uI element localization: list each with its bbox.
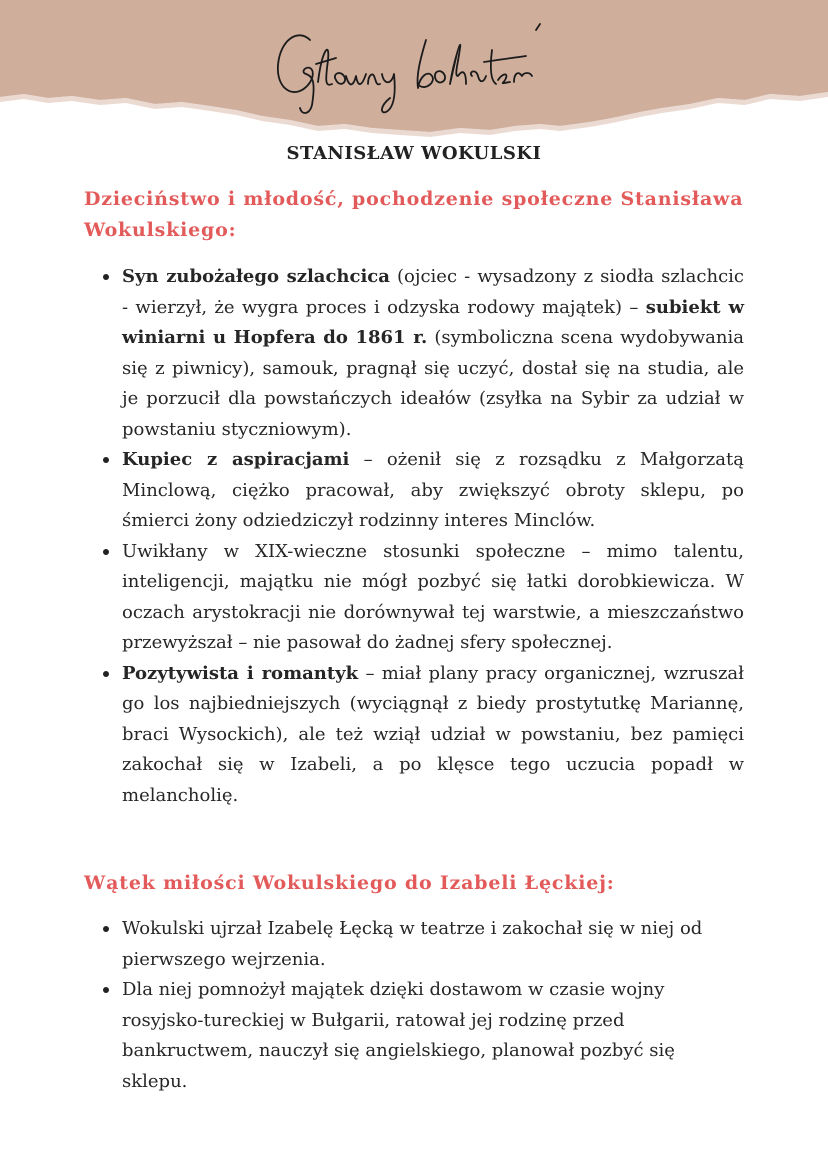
item-text: – ożenił się z rozsądku z Małgorzatą Minclową, ciężko pracował, aby zwiększyć obroty sklepu, po śmierci żony odziedziczył rodzinny interes Minclów. xyxy=(122,449,744,531)
item-line: rosyjsko-tureckiej w Bułgarii, ratował jej rodzinę przed xyxy=(122,1009,625,1031)
page-heading: STANISŁAW WOKULSKI xyxy=(286,143,542,164)
section-title-childhood xyxy=(84,184,744,246)
list-item xyxy=(84,537,744,659)
script-title-graphic xyxy=(240,10,580,120)
bold-text: Syn zubożałego szlachcica xyxy=(122,266,390,287)
list-item xyxy=(84,659,744,812)
item-text: Uwikłany w XIX-wieczne stosunki społeczne – mimo talentu, inteligencji, majątku nie mógł pozbyć się łatki dorobkiewicza. W oczach arystokracji nie dorównywał tej warstwie, a mieszczaństwo przewyższał – nie pasował do żadnej sfery społecznej. xyxy=(122,540,744,653)
section-title-line: Dzieciństwo i młodość, pochodzenie społeczne Stanisława xyxy=(84,188,744,210)
item-text: – miał plany pracy organicznej, wzruszał go los najbiedniejszych (wyciągnął z biedy prostytutkę Mariannę, braci Wysockich), ale też wziął udział w powstaniu, bez pamięci zakochał się w Izabeli, a po klęsce tego uczucia popadł w melancholię. xyxy=(122,662,744,806)
item-line: Dla niej pomnożył majątek dzięki dostawom w czasie wojny xyxy=(122,979,665,1000)
item-text: (ojciec - wysadzony z siodła szlachcic - wierzył, że wygra proces i odzyska rodowy majątek) – xyxy=(122,266,744,318)
childhood-list xyxy=(84,262,744,811)
list-item xyxy=(84,262,744,445)
section-title-love: Wątek miłości Wokulskiego do Izabeli Łęckiej: xyxy=(84,872,615,894)
love-list xyxy=(84,914,744,1097)
list-item xyxy=(84,445,744,537)
item-line: sklepu. xyxy=(122,1070,188,1092)
item-line: Wokulski ujrzał Izabelę Łęcką w teatrze i zakochał się w niej od xyxy=(122,918,703,939)
bold-text: Pozytywista i romantyk xyxy=(122,662,359,684)
item-text: (symboliczna scena wydobywania się z piwnicy), samouk, pragnął się uczyć, dostał się na studia, ale je porzucił dla powstańczych ideałów (zsyłka na Sybir za udział w powstaniu styczniowym). xyxy=(122,327,744,440)
item-line: pierwszego wejrzenia. xyxy=(122,948,326,970)
section-title-line: Wokulskiego: xyxy=(84,219,237,241)
item-line: bankructwem, nauczył się angielskiego, planował pozbyć się xyxy=(122,1040,675,1061)
bold-text: subiekt w winiarni u Hopfera do 1861 r. xyxy=(122,296,744,348)
bold-text: Kupiec z aspiracjami xyxy=(122,449,350,470)
list-item xyxy=(84,975,744,1097)
list-item xyxy=(84,914,744,975)
